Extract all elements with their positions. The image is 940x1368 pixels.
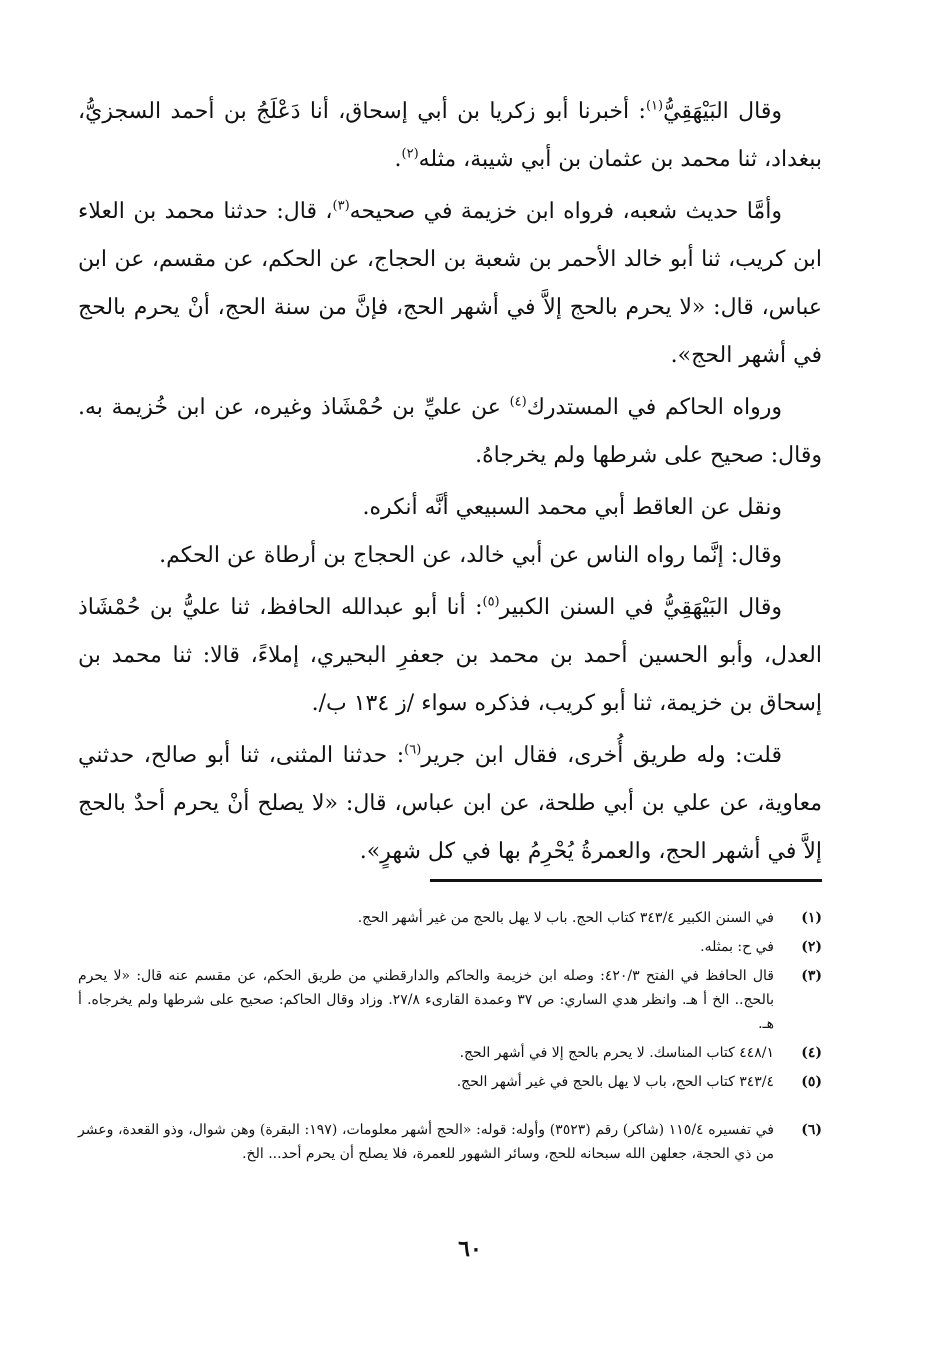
- footnote-ref-2: (٢): [401, 146, 419, 162]
- footnote-text: في ح: بمثله.: [700, 939, 774, 955]
- paragraph-4: ونقل عن العاقط أبي محمد السبيعي أنَّه أنكره.: [362, 495, 782, 520]
- paragraph-2-start: وأمَّا حديث شعبه، فرواه ابن خزيمة في صحيحه: [349, 199, 782, 224]
- paragraph-3: [78, 384, 822, 480]
- footnote-3: [78, 964, 822, 1036]
- footnote-4: [78, 1041, 822, 1065]
- paragraph-6: [78, 584, 822, 728]
- footnote-text: ٤٤٨/١ كتاب المناسك. لا يحرم بالحج إلا في أشهر الحج.: [459, 1045, 774, 1061]
- paragraph-3-rest: عن عليِّ بن حُمْشَاذ وغيره، عن ابن خُزيمة به. وقال: صحيح على شرطها ولم يخرجاهُ.: [78, 395, 822, 468]
- footnote-ref-3: (٣): [332, 198, 350, 214]
- paragraph-2-rest: ، قال: حدثنا محمد بن العلاء ابن كريب، ثنا أبو خالد الأحمر بن شعبة بن الحجاج، عن الحكم، عن مقسم، عن ابن عباس، قال: «لا يحرم بالحج إلاَّ في أشهر الحج، فإنَّ من سنة الحج، أنْ يحرم بالحج في أشهر الحج».: [78, 199, 822, 368]
- footnote-text: في تفسيره ١١٥/٤ (شاكر) رقم (٣٥٢٣) وأوله: قوله: «الحج أشهر معلومات، (١٩٧: البقرة) وهن شوال، وذو القعدة، وعشر من ذي الحجة، جعلهن الله سبحانه للحج، وسائر الشهور للعمرة، فلا يصلح أن يحرم أحد... الخ.: [78, 1122, 774, 1162]
- footnote-ref-5: (٥): [482, 594, 500, 610]
- main-text: [78, 88, 822, 876]
- footnote-number: (١): [801, 910, 822, 926]
- page-number: ٦٠: [458, 1236, 482, 1262]
- footnotes: [78, 906, 822, 1171]
- footnote-1: [78, 906, 822, 930]
- paragraph-7-start: قلت: وله طريق أُخرى، فقال ابن جرير: [421, 743, 782, 768]
- footnote-text: في السنن الكبير ٣٤٣/٤ كتاب الحج. باب لا يهل بالحج من غير أشهر الحج.: [357, 910, 774, 926]
- footnote-number: (٥): [801, 1074, 822, 1090]
- paragraph-1: [78, 88, 822, 184]
- paragraph-1-end: .: [394, 147, 402, 172]
- footnote-text: ٣٤٣/٤ كتاب الحج، باب لا يهل بالحج في غير أشهر الحج.: [456, 1074, 774, 1090]
- footnote-5: [78, 1070, 822, 1094]
- footnote-2: [78, 935, 822, 959]
- footnote-ref-6: (٦): [404, 742, 422, 758]
- footnote-text: قال الحافظ في الفتح ٤٢٠/٣: وصله ابن خزيمة والحاكم والدارقطني من طريق الحكم، عن مقسم عنه قال: «لا يحرم بالحج.. الخ أ هـ. وانظر هدي الساري: ص ٣٧ وعمدة القارىء ٢٧/٨. وزاد وقال الحاكم: صحيح على شرطها ولم يخرجاه. أ هـ.: [78, 968, 775, 1032]
- footnote-ref-4: (٤): [509, 394, 527, 410]
- paragraph-7-rest: : حدثنا المثنى، ثنا أبو صالح، حدثني معاوية، عن علي بن أبي طلحة، عن ابن عباس، قال: «لا يصلح أنْ يحرم أحدٌ بالحج إلاَّ في أشهر الحج، والعمرةُ يُحْرِمُ بها في كل شهرٍ».: [78, 743, 822, 864]
- paragraph-7: [78, 732, 822, 876]
- paragraph-5: وقال: إنَّما رواه الناس عن أبي خالد، عن الحجاج بن أرطاة عن الحكم.: [159, 543, 782, 568]
- footnote-number: (٦): [801, 1122, 822, 1138]
- footnote-number: (٢): [801, 939, 822, 955]
- paragraph-3-start: ورواه الحاكم في المستدرك: [526, 395, 782, 420]
- paragraph-6-start: وقال البَيْهَقِيُّ في السنن الكبير: [499, 595, 782, 620]
- footnote-number: (٣): [801, 968, 822, 984]
- footnote-ref-1: (١): [645, 98, 664, 114]
- paragraph-1-start: وقال البَيْهَقِيُّ: [663, 99, 782, 124]
- paragraph-2: [78, 188, 822, 380]
- footnote-separator: [430, 879, 822, 882]
- footnote-6: [78, 1118, 822, 1166]
- footnote-number: (٤): [801, 1045, 822, 1061]
- paragraph-1-rest: : أخبرنا أبو زكريا بن أبي إسحاق، أنا دَعْلَجُ بن أحمد السجزيُّ، ببغداد، ثنا محمد بن عثمان بن أبي شيبة، مثله: [78, 99, 822, 172]
- paragraph-6-rest: : أنا أبو عبدالله الحافظ، ثنا عليُّ بن حُمْشَاذ العدل، وأبو الحسين أحمد بن محمد بن جعفرِ البحيري، إملاءً، قالا: ثنا محمد بن إسحاق بن خزيمة، ثنا أبو كريب، فذكره سواء /ز ١٣٤ ب/.: [78, 595, 822, 716]
